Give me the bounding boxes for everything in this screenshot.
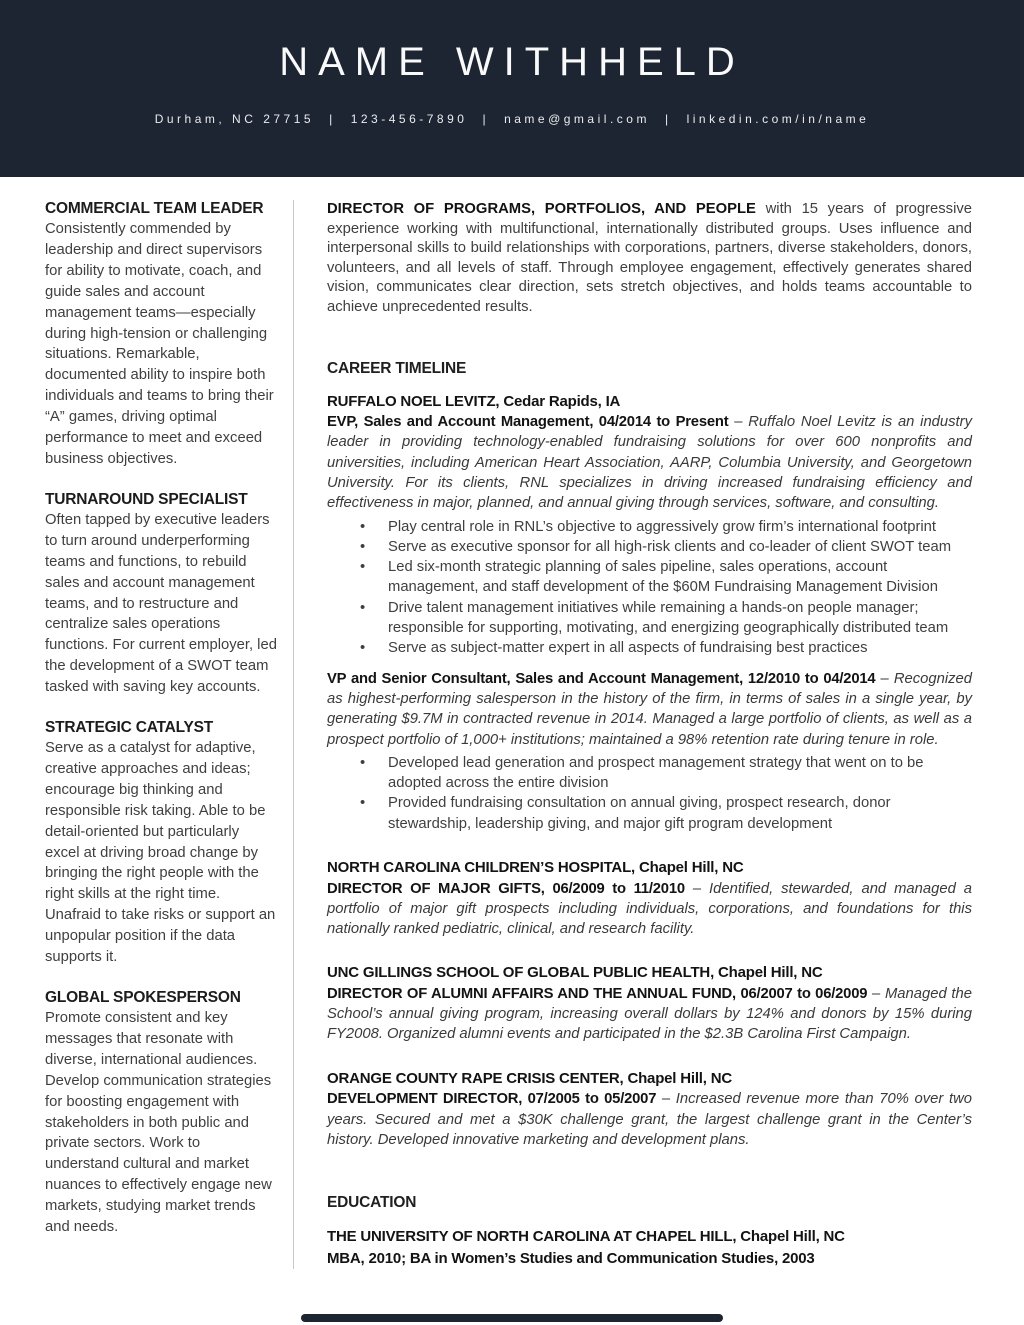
bullet-item [360, 598, 972, 639]
home-indicator[interactable] [301, 1314, 723, 1322]
role-description: – Ruffalo Noel Levitz is an industry leader in providing technology-enabled fundraising solutions for over 600 nonprofits and universities, including American Heart Association, AARP, Columbia University, and Georgetown University. For its clients, RNL specializes in driving increased fundraising efficiency and effectiveness in major, planned, and annual giving through services, software, and consulting. [327, 414, 972, 512]
role-paragraph [327, 879, 972, 940]
company-line: RUFFALO NOEL LEVITZ, Cedar Rapids, IA [327, 392, 621, 410]
job-entry-unc-gillings [327, 963, 972, 1044]
bullet-text: Serve as subject-matter expert in all aspects of fundraising best practices [388, 640, 868, 657]
sidebar-section-strategic-catalyst [45, 719, 277, 968]
bullet-icon: • [360, 754, 366, 771]
role-title: EVP, Sales and Account Management, 04/2014 to Present [327, 414, 729, 431]
education-degrees: MBA, 2010; BA in Women’s Studies and Communication Studies, 2003 [327, 1249, 815, 1267]
role-description: – Recognized as highest-performing salesperson in the history of the firm, in terms of sales in a single year, by generating $9.7M in contracted revenue in 2014. Managed a large portfolio of clients, as well as a prospect portfolio of 1,000+ institutions; maintained a 98% retention rate during tenure in role. [327, 670, 972, 748]
job-entry-ruffalo-noel-levitz [327, 392, 972, 834]
contact-linkedin: linkedin.com/in/name [686, 112, 870, 126]
sidebar-section-commercial-team-leader [45, 200, 277, 470]
company-line: UNC GILLINGS SCHOOL OF GLOBAL PUBLIC HEALTH, Chapel Hill, NC [327, 964, 823, 982]
sidebar-section-turnaround-specialist [45, 491, 277, 698]
sidebar-section-title: COMMERCIAL TEAM LEADER [45, 200, 264, 217]
summary-text: with 15 years of progressive experience working with multifunctional, internationally distributed groups. Uses influence and interpersonal skills to build relationships with corporations, partners, diverse stakeholders, donors, volunteers, and all levels of staff. Through employee engagement, effectively generates shared vision, communicates clear direction, sets stretch objectives, and holds teams accountable to achieve unprecedented results. [327, 201, 972, 315]
bullet-icon: • [360, 599, 366, 616]
job-entry-orange-county-rape-crisis-center [327, 1069, 972, 1150]
role-title: VP and Senior Consultant, Sales and Account Management, 12/2010 to 04/2014 [327, 670, 876, 687]
contact-email: name@gmail.com [504, 112, 650, 126]
role-paragraph [327, 1089, 972, 1150]
bullet-item [360, 537, 972, 557]
bullet-icon: • [360, 559, 366, 576]
role-description: – Identified, stewarded, and managed a portfolio of major gift prospects including individuals, corporations, and foundations for this nationally ranked pediatric, clinical, and research facility. [327, 880, 972, 938]
role-paragraph [327, 412, 972, 513]
role-title: DIRECTOR OF MAJOR GIFTS, 06/2009 to 11/2010 [327, 880, 685, 897]
bullet-item [360, 638, 972, 658]
summary-paragraph [327, 200, 972, 318]
pipe-separator: | [664, 112, 672, 126]
bullet-list [327, 753, 972, 834]
education-section [327, 1194, 972, 1269]
bullet-item [360, 517, 972, 537]
bullet-text: Provided fundraising consultation on annual giving, prospect research, donor stewardship, leadership giving, and major gift program development [388, 795, 891, 832]
bullet-icon: • [360, 518, 366, 535]
content-area [0, 177, 1024, 1269]
contact-phone: 123-456-7890 [350, 112, 468, 126]
bullet-text: Play central role in RNL’s objective to aggressively grow firm’s international footprint [388, 518, 937, 535]
bullet-icon: • [360, 795, 366, 812]
contact-line [155, 112, 870, 126]
contact-location: Durham, NC 27715 [154, 112, 315, 126]
bullet-text: Led six-month strategic planning of sales pipeline, sales operations, account management, and staff development of the $60M Fundraising Management Division [388, 559, 938, 596]
bullet-text: Developed lead generation and prospect management strategy that went on to be adopted across the entire division [388, 754, 924, 792]
bullet-text: Drive talent management initiatives while remaining a hands-on people manager; responsible for supporting, motivating, and energizing geographically distributed team [388, 599, 949, 637]
role-paragraph [327, 984, 972, 1045]
bullet-icon: • [360, 538, 366, 555]
sidebar [45, 200, 277, 1269]
education-heading: EDUCATION [327, 1194, 417, 1212]
summary-lead: DIRECTOR OF PROGRAMS, PORTFOLIOS, AND PEOPLE [327, 201, 756, 217]
company-line: ORANGE COUNTY RAPE CRISIS CENTER, Chapel Hill, NC [327, 1069, 732, 1087]
role-paragraph [327, 669, 972, 750]
bullet-item [360, 793, 972, 834]
role-description: – Managed the School’s annual giving program, increasing overall dollars by 124% and donors by 15% during FY2008. Organized alumni events and participated in the $2.3B Carolina First Campaign. [327, 985, 972, 1043]
candidate-name: NAME WITHHELD [279, 40, 745, 84]
sidebar-section-body: Consistently commended by leadership and direct supervisors for ability to motivate, coach, and guide sales and account management teams—especially during high-tension or challenging situations. Remarkable, documented ability to inspire both individuals and teams to bring their “A” games, driving optimal performance to meet and exceed business objectives. [45, 221, 274, 467]
company-line: NORTH CAROLINA CHILDREN’S HOSPITAL, Chapel Hill, NC [327, 859, 744, 876]
bullet-icon: • [360, 640, 366, 657]
sidebar-section-title: TURNAROUND SPECIALIST [45, 490, 248, 508]
sidebar-section-body: Often tapped by executive leaders to turn around underperforming teams and functions, to rebuild sales and account management teams, and to restructure and centralize sales operations functions. For current employer, led the development of a SWOT team tasked with saving key accounts. [45, 511, 277, 696]
job-entry-nc-childrens-hospital [327, 858, 972, 939]
sidebar-section-body: Promote consistent and key messages that resonate with diverse, international audiences. Develop communication strategies for boosting engagement with stakeholders in both public and private sectors. Work to understand cultural and market nuances to effectively engage new markets, studying market trends and needs. [45, 1010, 272, 1236]
role-title: DEVELOPMENT DIRECTOR, 07/2005 to 05/2007 [327, 1091, 657, 1108]
sidebar-section-body: Serve as a catalyst for adaptive, creative approaches and ideas; encourage big thinking and responsible risk taking. Able to be detail-oriented but particularly excel at driving broad change by bringing the right people with the right skills at the right time. Unafraid to take risks or support an unpopular position if the data supports it. [45, 740, 276, 966]
bullet-list [327, 517, 972, 659]
pipe-separator: | [482, 112, 490, 126]
role-block-vp-senior-consultant [327, 669, 972, 834]
bullet-item [360, 557, 972, 598]
bullet-item [360, 753, 972, 794]
role-description: – Increased revenue more than 70% over two years. Secured and met a $30K challenge grant, the largest challenge grant in the Center’s history. Developed innovative marketing and development plans. [327, 1091, 972, 1148]
main-content [294, 200, 972, 1269]
education-school: THE UNIVERSITY OF NORTH CAROLINA AT CHAPEL HILL, Chapel Hill, NC [327, 1228, 845, 1246]
sidebar-section-title: STRATEGIC CATALYST [45, 719, 214, 737]
sidebar-section-title: GLOBAL SPOKESPERSON [45, 989, 241, 1006]
pipe-separator: | [329, 112, 336, 126]
bullet-text: Serve as executive sponsor for all high-risk clients and co-leader of client SWOT team [388, 538, 952, 555]
career-timeline-heading: CAREER TIMELINE [327, 359, 467, 377]
sidebar-section-global-spokesperson [45, 989, 277, 1238]
header-banner [0, 0, 1024, 177]
role-title: DIRECTOR OF ALUMNI AFFAIRS AND THE ANNUAL FUND, 06/2007 to 06/2009 [327, 985, 868, 1002]
